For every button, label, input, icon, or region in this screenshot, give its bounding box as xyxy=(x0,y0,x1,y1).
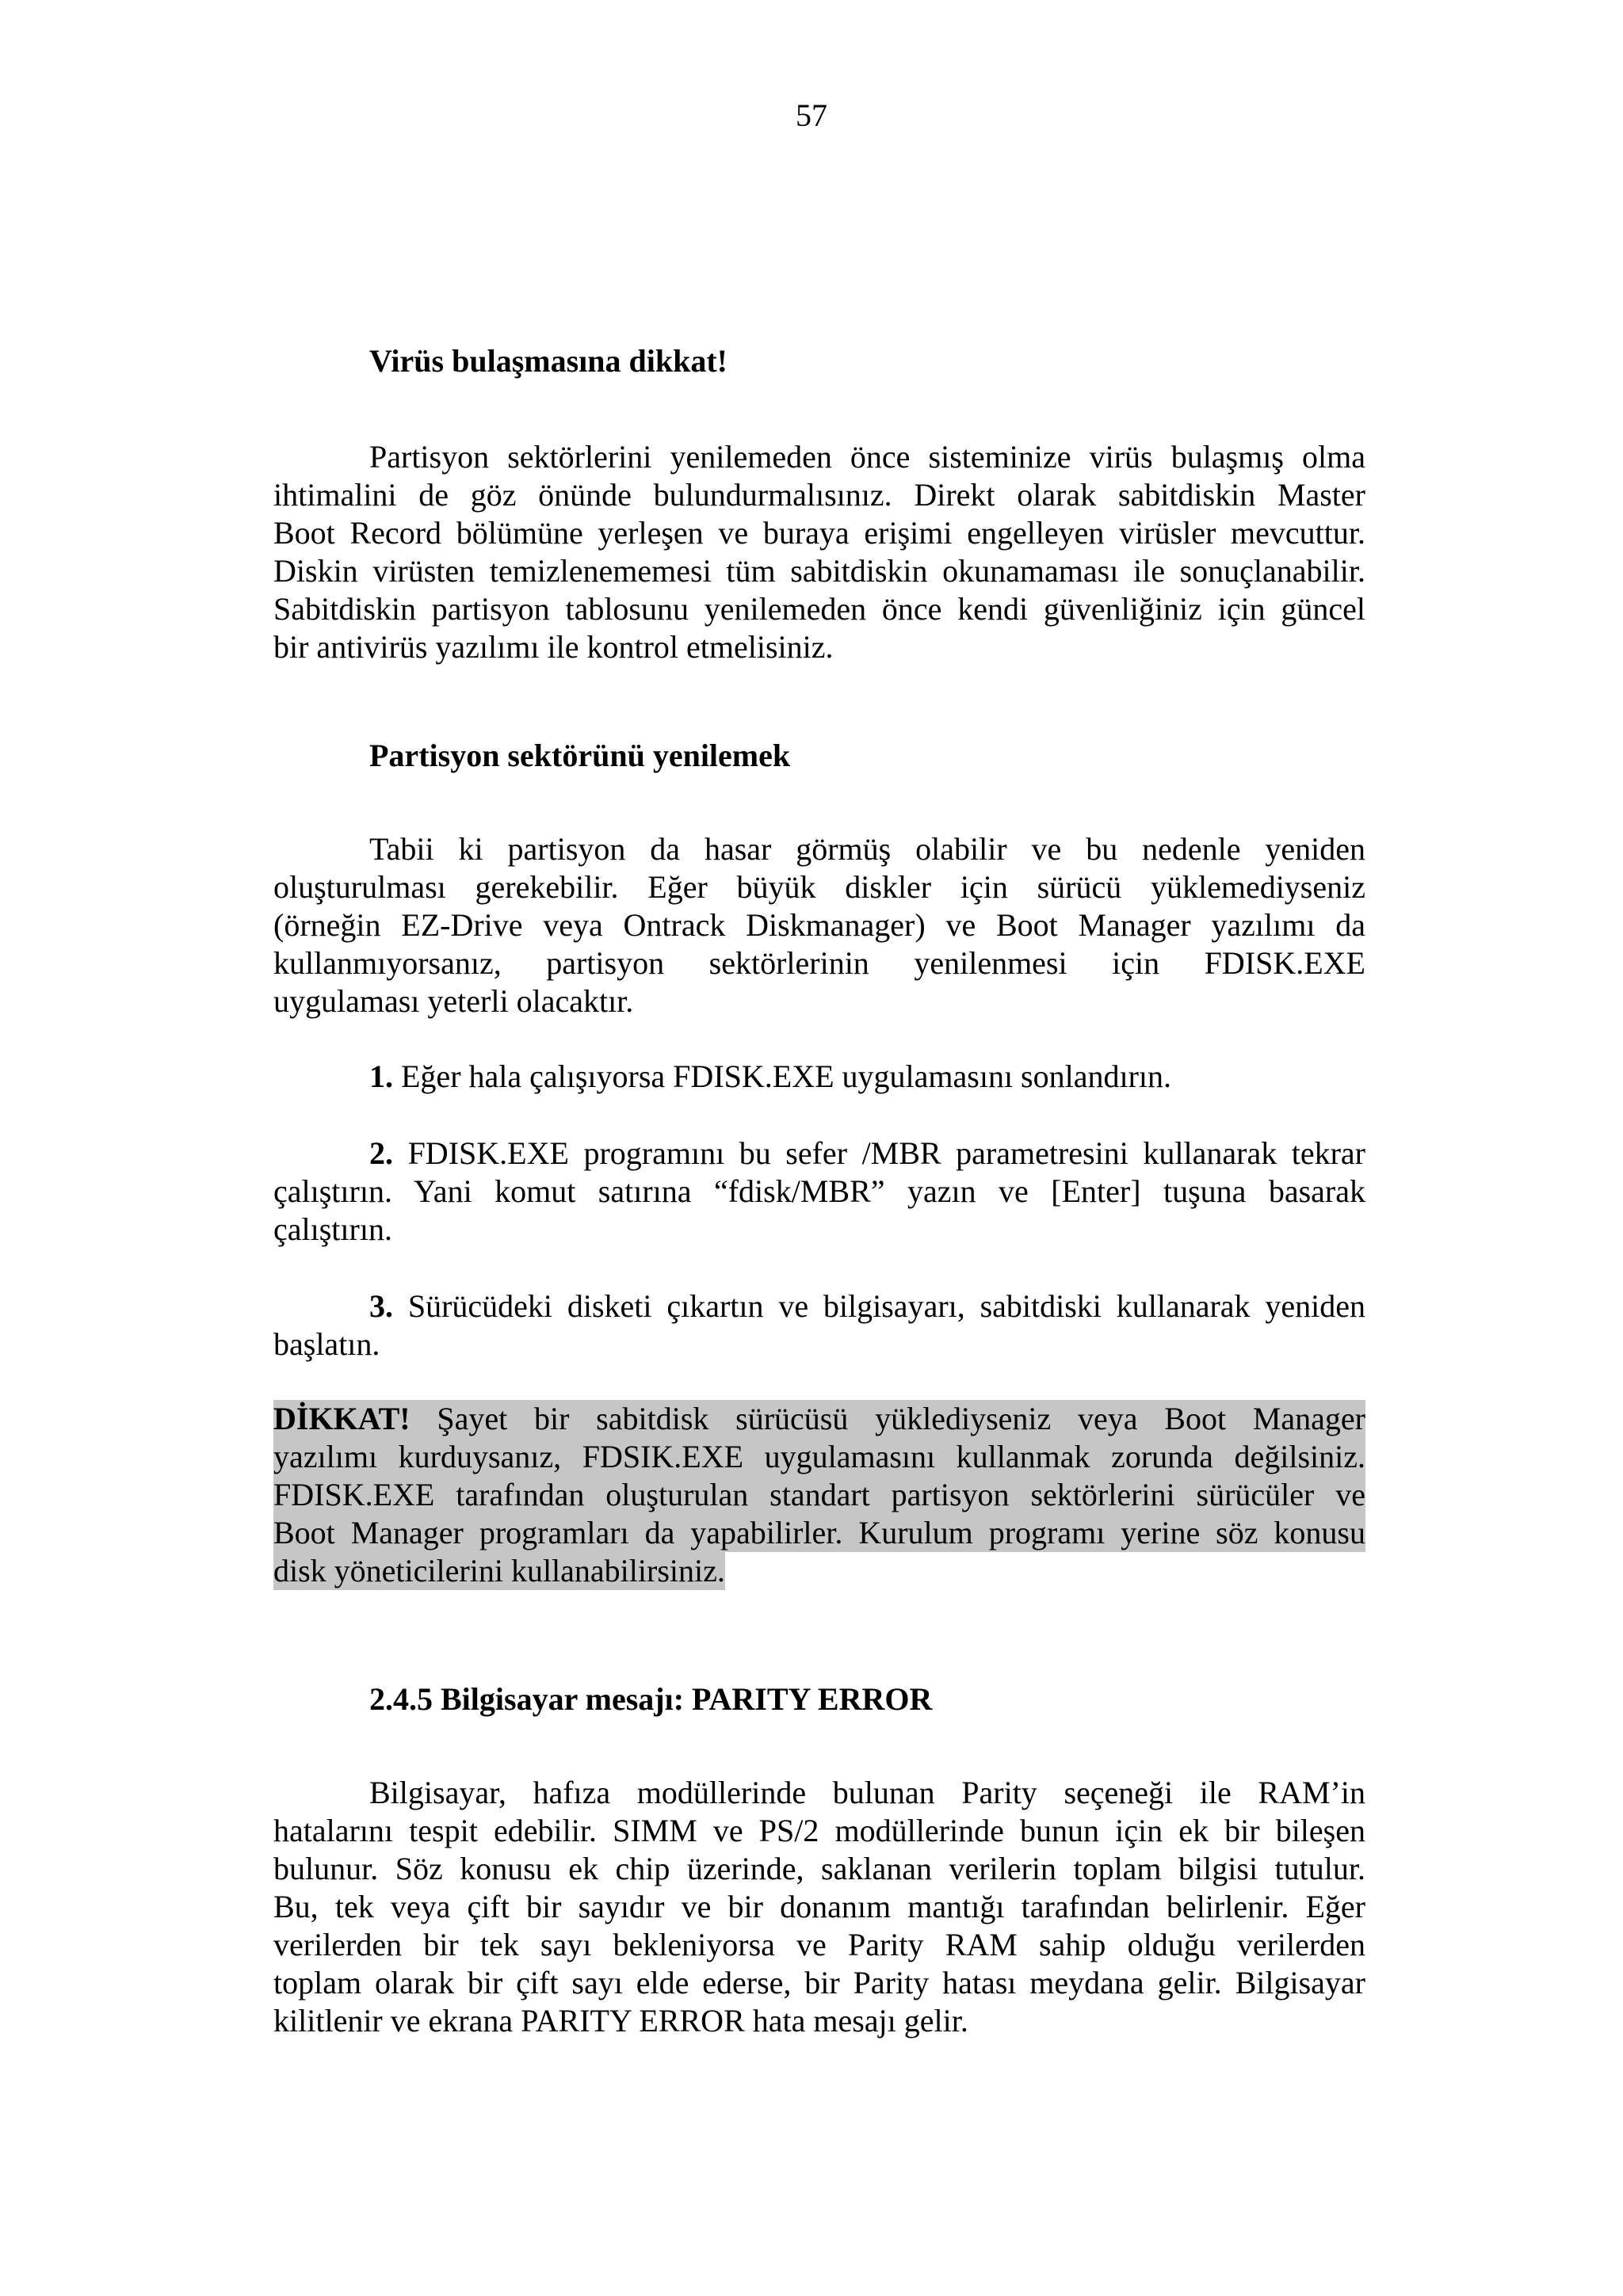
section-heading-partition: Partisyon sektörünü yenilemek xyxy=(369,738,791,773)
text-line: bir antivirüs yazılımı ile kontrol etmelisiniz. xyxy=(273,629,834,665)
warning-label: DİKKAT! xyxy=(273,1401,411,1436)
step-1 xyxy=(273,1058,1365,1096)
text-line: yazılımı kurduysanız, FDSIK.EXE uygulamasını kullanmak zorunda değilsiniz. xyxy=(273,1439,1365,1474)
warning-text: Şayet bir sabitdisk sürücüsü yüklediyseniz veya Boot Manager xyxy=(437,1401,1366,1436)
section-heading-virus: Virüs bulaşmasına dikkat! xyxy=(369,343,727,379)
page-number: 57 xyxy=(796,97,827,133)
step-number: 2. xyxy=(369,1135,393,1171)
text-line: kullanmıyorsanız, partisyon sektörlerinin yenilenmesi için FDISK.EXE xyxy=(273,945,1365,981)
text-line: toplam olarak bir çift sayı elde ederse, bir Parity hatası meydana gelir. Bilgisayar xyxy=(273,1965,1365,2000)
text-line: çalıştırın. xyxy=(273,1211,392,1247)
text-line: uygulaması yeterli olacaktır. xyxy=(273,983,634,1019)
text-line: (örneğin EZ-Drive veya Ontrack Diskmanager) ve Boot Manager yazılımı da xyxy=(273,907,1365,943)
text-line: başlatın. xyxy=(273,1326,380,1362)
text-line: verilerden bir tek sayı bekleniyorsa ve Parity RAM sahip olduğu verilerden xyxy=(273,1927,1365,1962)
text-line: ihtimalini de göz önünde bulundurmalısınız. Direkt olarak sabitdiskin Master xyxy=(273,477,1365,513)
step-number: 3. xyxy=(369,1288,393,1324)
step-text: FDISK.EXE programını bu sefer /MBR parametresini kullanarak tekrar xyxy=(407,1135,1366,1171)
warning-note xyxy=(273,1400,1365,1590)
step-3 xyxy=(273,1287,1365,1363)
text-line: oluşturulması gerekebilir. Eğer büyük diskler için sürücü yüklemediyseniz xyxy=(273,869,1365,905)
step-number: 1. xyxy=(369,1058,393,1094)
text-line: Boot Manager programları da yapabilirler. Kurulum programı yerine söz konusu xyxy=(273,1515,1365,1550)
text-line: çalıştırın. Yani komut satırına “fdisk/MBR” yazın ve [Enter] tuşuna basarak xyxy=(273,1173,1365,1209)
paragraph-partition-intro xyxy=(273,830,1365,1020)
text-line: Partisyon sektörlerini yenilemeden önce sisteminize virüs bulaşmış olma xyxy=(369,439,1365,475)
step-text: Eğer hala çalışıyorsa FDISK.EXE uygulamasını sonlandırın. xyxy=(401,1058,1172,1094)
text-line: FDISK.EXE tarafından oluşturulan standart partisyon sektörlerini sürücüler ve xyxy=(273,1477,1365,1512)
text-line xyxy=(273,1400,1365,1438)
paragraph-parity-error xyxy=(273,1774,1365,2040)
text-line: Bilgisayar, hafıza modüllerinde bulunan Parity seçeneği ile RAM’in xyxy=(369,1775,1365,1810)
text-line xyxy=(273,1058,1365,1096)
text-line: kilitlenir ve ekrana PARITY ERROR hata mesajı gelir. xyxy=(273,2003,968,2039)
step-text: Sürücüdeki disketi çıkartın ve bilgisayarı, sabitdiski kullanarak yeniden xyxy=(407,1288,1365,1324)
text-line xyxy=(273,1287,1365,1325)
step-2 xyxy=(273,1135,1365,1249)
paragraph-virus-warning xyxy=(273,438,1365,666)
text-line: Bu, tek veya çift bir sayıdır ve bir donanım mantığı tarafından belirlenir. Eğer xyxy=(273,1889,1365,1924)
text-line: hatalarını tespit edebilir. SIMM ve PS/2 modüllerinde bunun için ek bir bileşen xyxy=(273,1813,1365,1848)
text-line xyxy=(273,1135,1365,1173)
text-line: Tabii ki partisyon da hasar görmüş olabilir ve bu nedenle yeniden xyxy=(369,831,1365,867)
text-line: Sabitdiskin partisyon tablosunu yenilemeden önce kendi güvenliğiniz için güncel xyxy=(273,591,1365,627)
text-line: bulunur. Söz konusu ek chip üzerinde, saklanan verilerin toplam bilgisi tutulur. xyxy=(273,1851,1365,1886)
text-line: Boot Record bölümüne yerleşen ve buraya erişimi engelleyen virüsler mevcuttur. xyxy=(273,515,1365,551)
text-line: disk yöneticilerini kullanabilirsiniz. xyxy=(273,1553,725,1589)
text-line: Diskin virüsten temizlenememesi tüm sabitdiskin okunamaması ile sonuçlanabilir. xyxy=(273,553,1365,589)
section-heading-parity: 2.4.5 Bilgisayar mesajı: PARITY ERROR xyxy=(369,1681,933,1717)
